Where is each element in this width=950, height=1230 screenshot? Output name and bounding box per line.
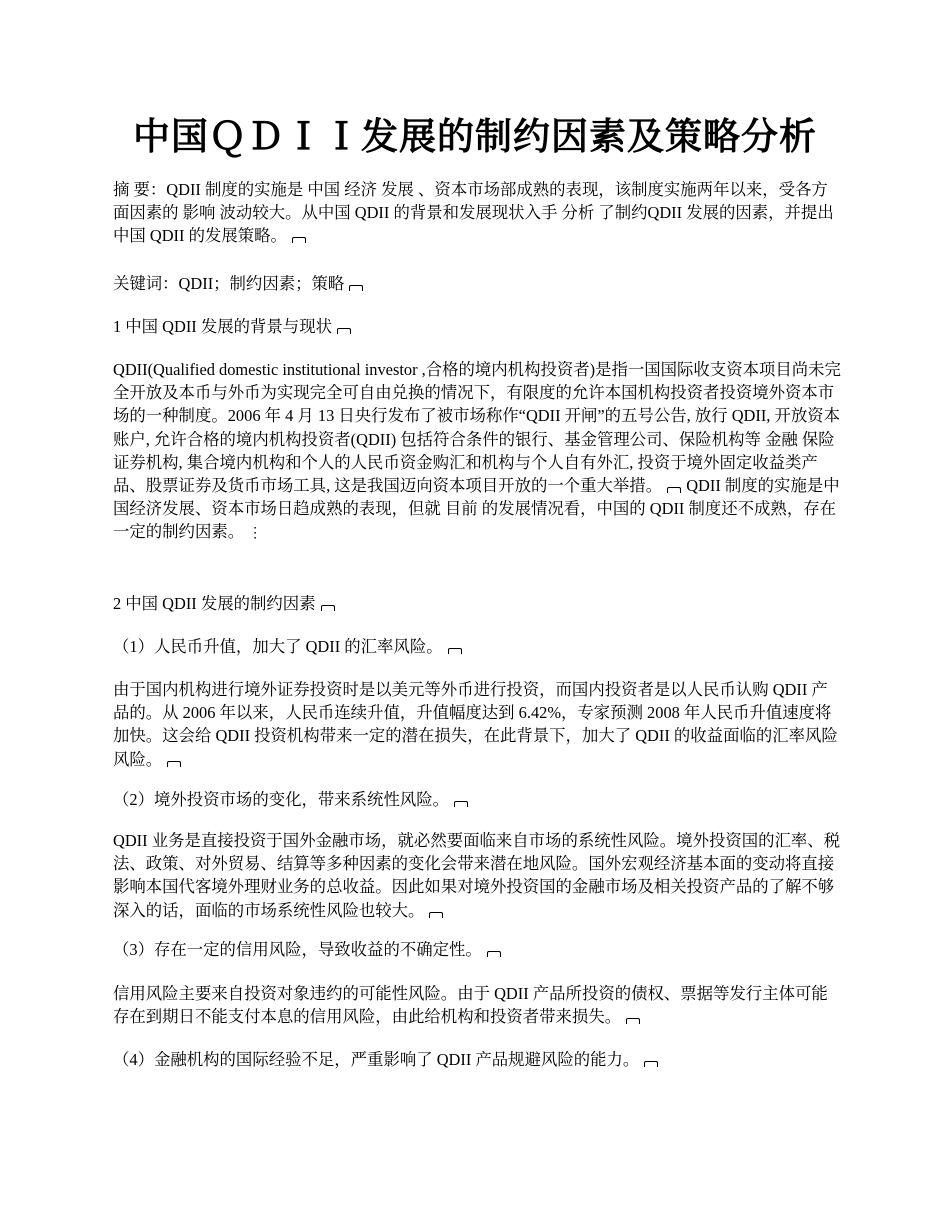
paragraph-mark-icon [348,283,364,291]
section1-body [113,358,841,544]
item2-heading-text: （2）境外投资市场的变化，带来系统性风险。 [113,790,450,809]
section1-body-cont-text: QDII 制度的实施是中国经济发展、资本市场日趋成熟的表现，但就 目前 的发展情况看，中国的 QDII 制度还不成熟，存在一定的制约因素。 [113,476,840,542]
paragraph-mark-icon [666,485,682,493]
paragraph-mark-icon [291,235,307,243]
item2-body-text: QDII 业务是直接投资于国外金融市场，就必然要面临来自市场的系统性风险。境外投资国的汇率、税法、政策、对外贸易、结算等多种因素的变化会带来潜在地风险。国外宏观经济基本面的变动将直接影响本国代客境外理财业务的总收益。因此如果对境外投资国的金融市场及相关投资产品的了解不够深入的话，面临的市场系统性风险也较大。 [113,831,841,920]
section2-heading [113,592,841,615]
abstract-text: 摘 要：QDII 制度的实施是 中国 经济 发展 、资本市场部成熟的表现，该制度实施两年以来，受各方面因素的 影响 波动较大。从中国 QDII 的背景和发展现状入手 分析 了制约QDII 发展的因素，并提出中国 QDII 的发展策略。 [113,180,834,246]
item1-body-text: 由于国内机构进行境外证券投资时是以美元等外币进行投资，而国内投资者是以人民币认购 QDII 产品的。从 2006 年以来，人民币连续升值，升值幅度达到 6.42%，专家预测 2008 年人民币升值速度将加快。这会给 QDII 投资机构带来一定的潜在损失，在此背景下，加大了 QDII 的收益面临的汇率风险风险。 [113,680,838,769]
item3-heading-text: （3）存在一定的信用风险，导致收益的不确定性。 [113,940,482,959]
paragraph-mark-icon [447,646,463,654]
paragraph-mark-icon [336,326,352,334]
section1-body-text: QDII(Qualified domestic institutional investor ,合格的境内机构投资者)是指一国国际收支资本项目尚未完全开放及本币与外币为实现完全可自由兑换的情况下，有限度的允许本国机构投资者投资境外资本市场的一种制度。2006 年 4 月 13 日央行发布了被市场称作“QDII 开闸”的五号公告, 放行 QDII, 开放资本账户, 允许合格的境内机构投资者(QDII) 包括符合条件的银行、基金管理公司、保险机构等 金融 保险证券机构, 集合境内机构和个人的人民币资金购汇和机构与个人自有外汇, 投资于境外固定收益类产品、股票证券及货币市场工具, 这是我国迈向资本项目开放的一个重大举措。 [113,360,841,496]
item1-heading-text: （1）人民币升值，加大了 QDII 的汇率风险。 [113,637,443,656]
section2-heading-text: 2 中国 QDII 发展的制约因素 [113,594,316,613]
item3-body-text: 信用风险主要来自投资对象违约的可能性风险。由于 QDII 产品所投资的债权、票据等发行主体可能存在到期日不能支付本息的信用风险，由此给机构和投资者带来损失。 [113,984,828,1027]
paragraph-mark-icon [166,759,182,767]
section1-heading-text: 1 中国 QDII 发展的背景与现状 [113,317,332,336]
item3-heading [113,938,841,961]
item1-body [113,678,841,771]
item3-body [113,982,841,1028]
keywords-text: 关键词：QDII；制约因素；策略 [113,274,345,293]
paragraph-mark-icon [428,910,444,918]
paragraph-mark-icon [453,799,469,807]
section1-heading [113,315,841,338]
vertical-ellipsis-icon: ⋮ [248,526,263,542]
item2-body [113,829,841,922]
item2-heading [113,788,841,811]
document-title: 中国ＱＤＩＩ发展的制约因素及策略分析 [133,115,817,158]
paragraph-mark-icon [486,949,502,957]
paragraph-mark-icon [643,1059,659,1067]
abstract-paragraph [113,178,841,248]
paragraph-mark-icon [625,1016,641,1024]
item1-heading [113,635,841,658]
item4-heading [113,1048,841,1071]
item4-heading-text: （4）金融机构的国际经验不足，严重影响了 QDII 产品规避风险的能力。 [113,1050,640,1069]
keywords-paragraph [113,272,841,295]
paragraph-mark-icon [320,603,336,611]
